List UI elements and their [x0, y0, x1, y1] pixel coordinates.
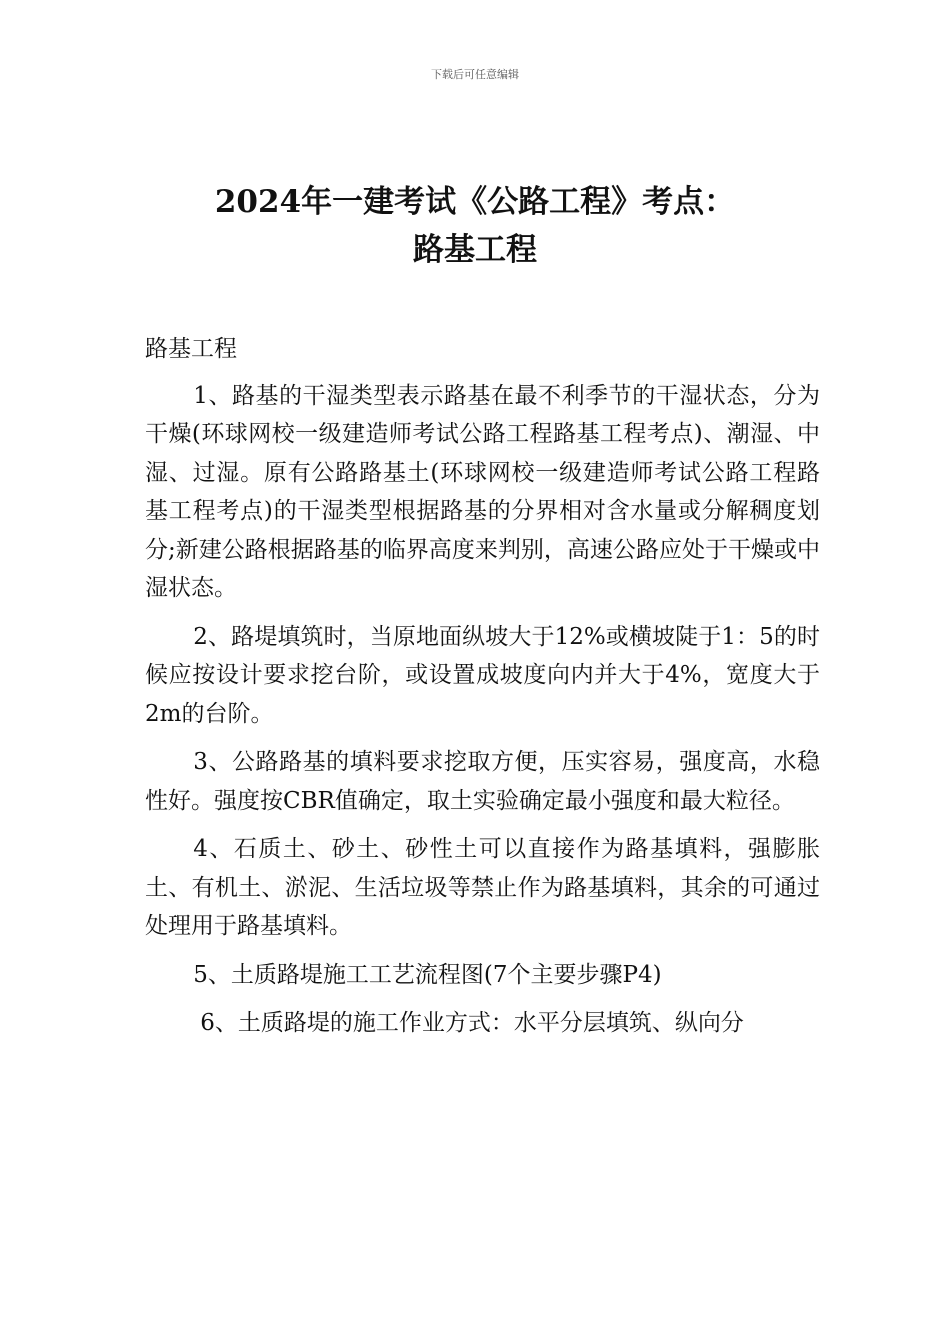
document-body [145, 330, 820, 1053]
paragraph-3: 3、公路路基的填料要求挖取方便，压实容易，强度高，水稳性好。强度按CBR值确定，取土实验确定最小强度和最大粒径。 [145, 749, 820, 814]
section-label: 路基工程 [145, 336, 237, 362]
title-line-2: 路基工程 [413, 232, 537, 268]
paragraph-5: 5、土质路堤施工工艺流程图(7个主要步骤P4) [193, 961, 662, 988]
paragraph-6: 6、土质路堤的施工作业方式：水平分层填筑、纵向分 [200, 1010, 744, 1036]
paragraph-1: 1、路基的干湿类型表示路基在最不利季节的干湿状态，分为干燥(环球网校一级建造师考试公路工程路基工程考点)、潮湿、中湿、过湿。原有公路路基土(环球网校一级建造师考试公路工程路基工程考点)的干湿类型根据路基的分界相对含水量或分解稠度划分;新建公路根据路基的临界高度来判别，高速公路应处于干燥或中湿状态。 [145, 382, 820, 601]
title-line-1: 2024年一建考试《公路工程》考点： [214, 184, 736, 220]
document-title [0, 178, 950, 274]
paragraph-2: 2、路堤填筑时，当原地面纵坡大于12%或横坡陡于1：5的时候应按设计要求挖台阶，或设置成坡度向内并大于4%，宽度大于2m的台阶。 [145, 623, 820, 727]
paragraph-4: 4、石质土、砂土、砂性土可以直接作为路基填料，强膨胀土、有机土、淤泥、生活垃圾等禁止作为路基填料，其余的可通过处理用于路基填料。 [145, 836, 820, 939]
page-header-note: 下载后可任意编辑 [431, 68, 519, 81]
